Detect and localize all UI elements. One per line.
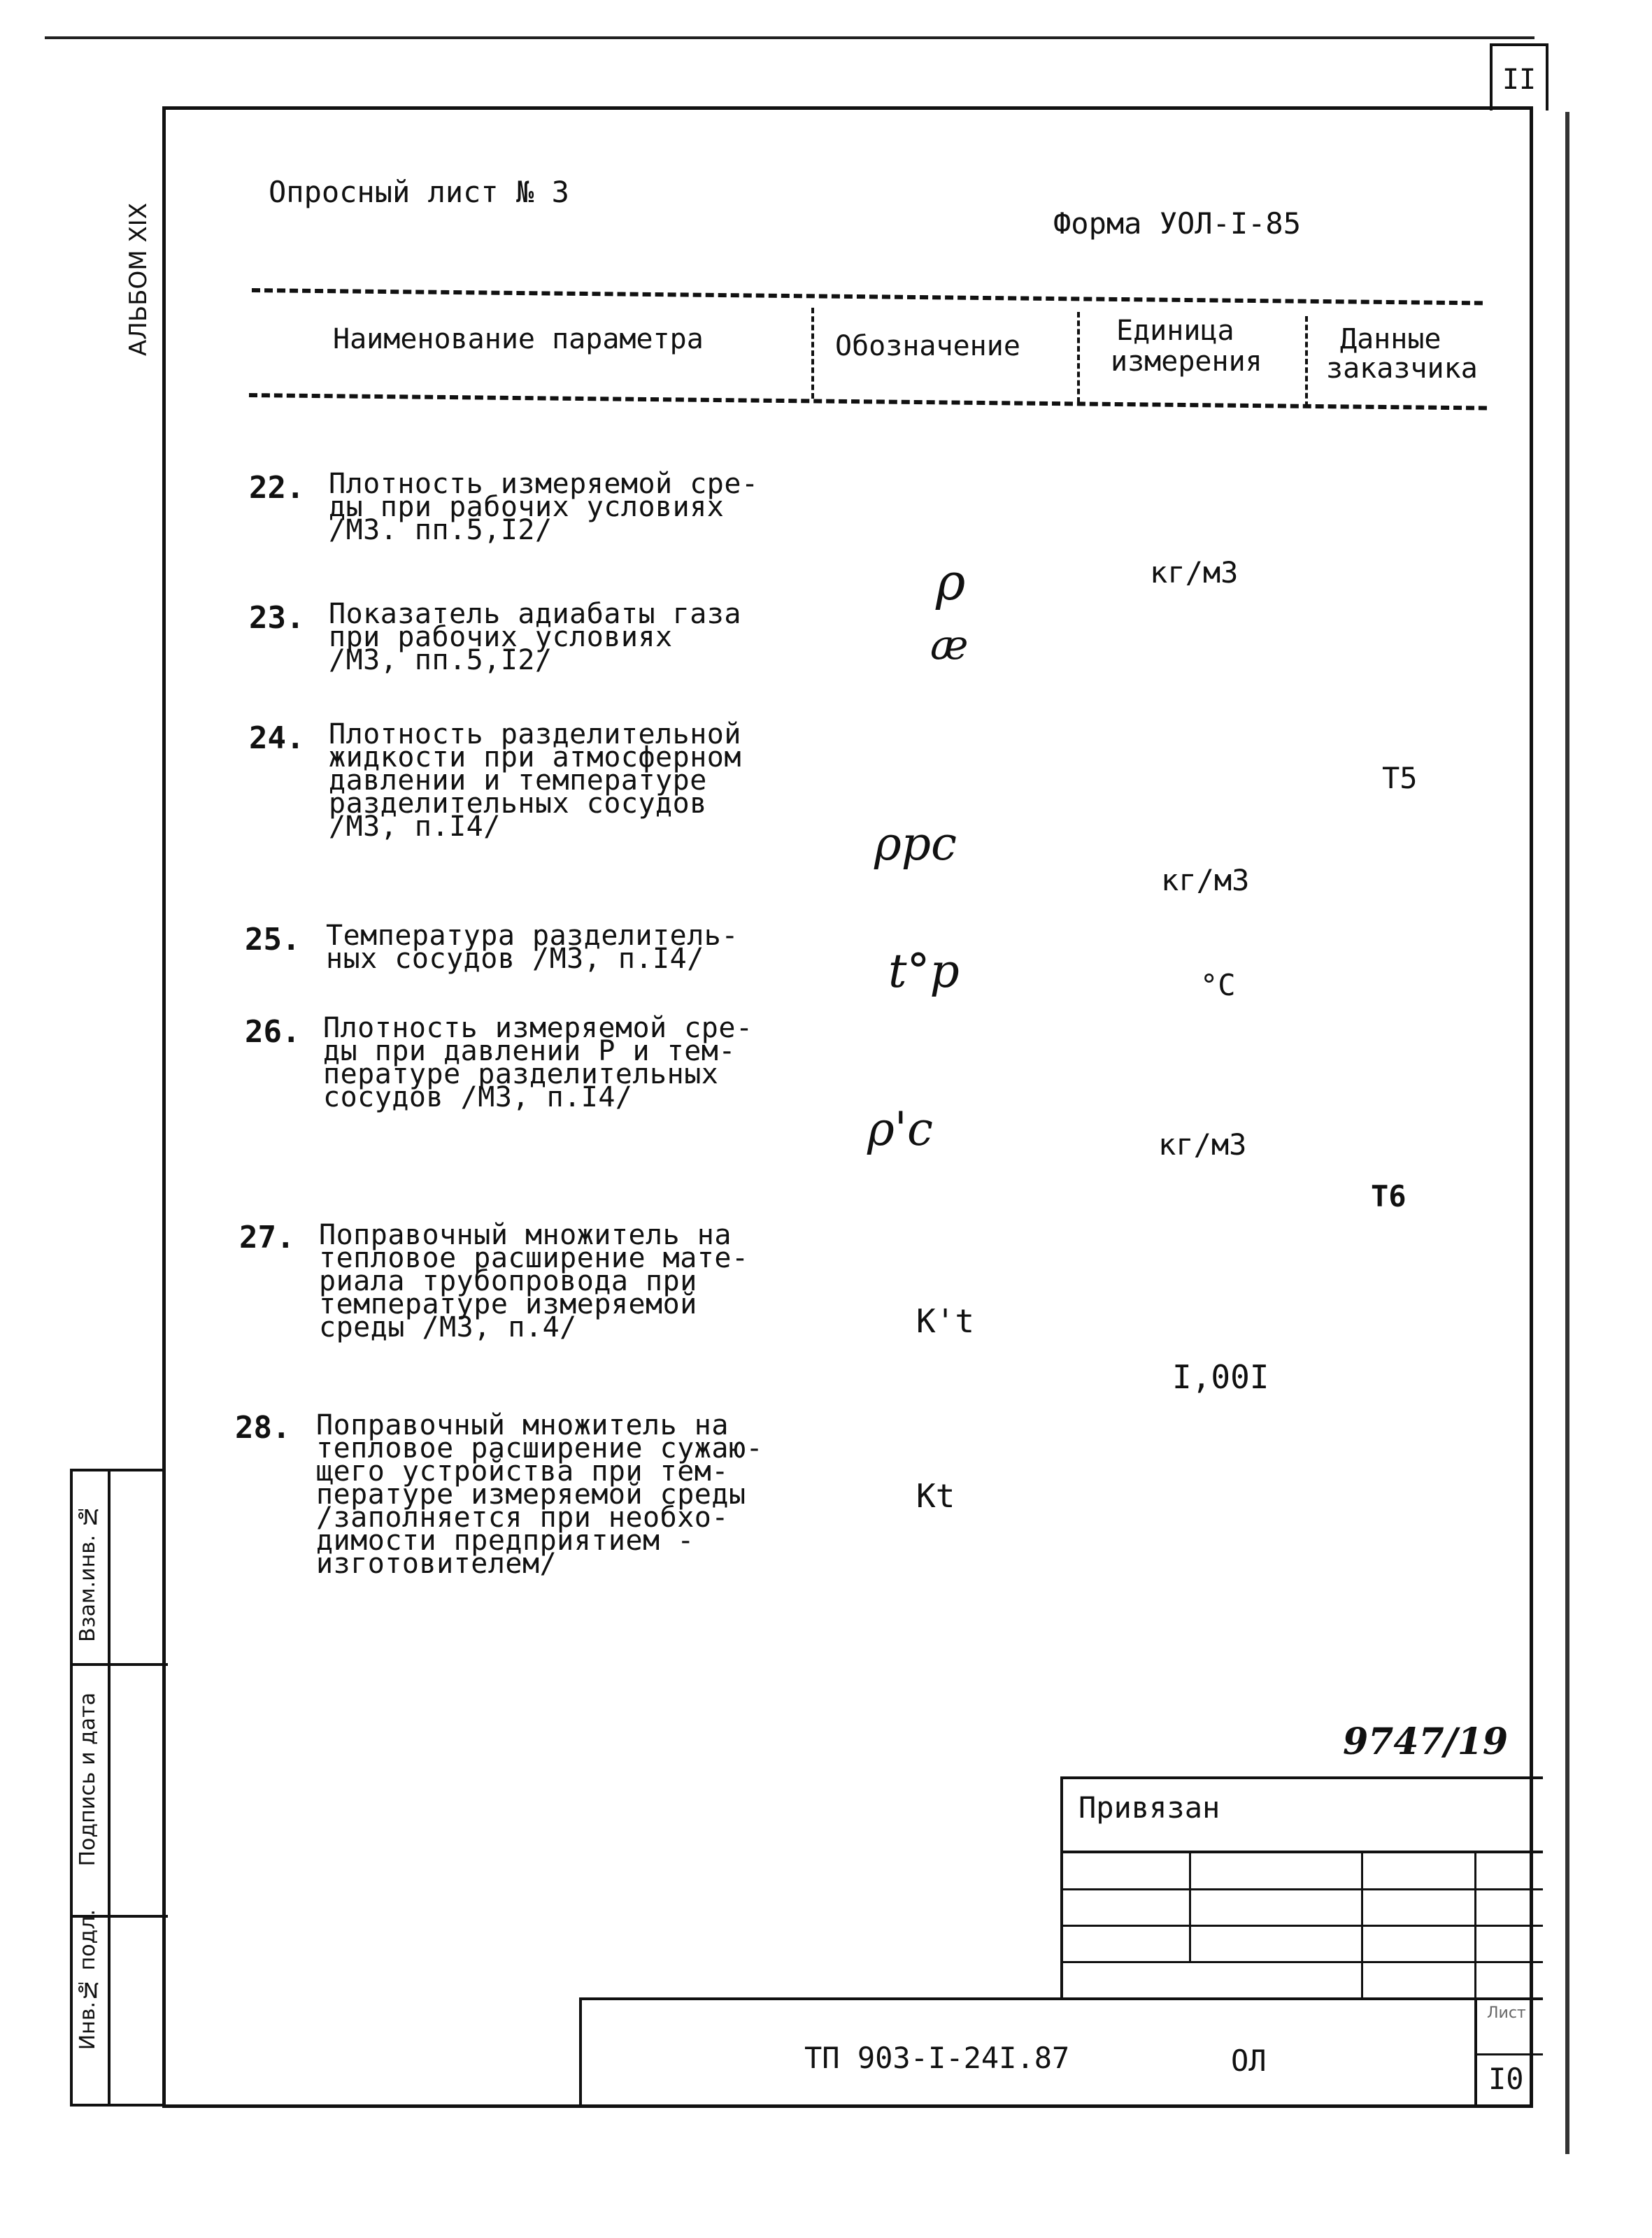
item-number: 24. <box>249 720 305 756</box>
customer-value: Т6 <box>1371 1179 1407 1213</box>
unit-value: кг/м3 <box>1158 1127 1247 1162</box>
side-label-sign-date: Подпись и дата <box>76 1692 100 1867</box>
item-number: 23. <box>249 600 305 636</box>
item-number: 22. <box>249 470 305 506</box>
symbol-kappa: æ <box>930 621 969 669</box>
header-separator <box>1077 312 1080 403</box>
symbol-kt: Kt <box>916 1477 955 1515</box>
grid-line <box>1189 1851 1191 1962</box>
item-number: 26. <box>245 1014 301 1050</box>
symbol-rho-c: ρ'с <box>867 1102 933 1156</box>
item-text: Плотность измеряемой сре- ды при рабочих условиях /МЗ. пп.5,I2/ <box>329 468 759 546</box>
item-text: Поправочный множитель на тепловое расширение сужаю- щего устройства при тем- пературе измеряемой среды /заполняется при необхо- димости предприятием - изготовителем/ <box>316 1409 764 1580</box>
side-label-inv-replace: Взам.инв. № <box>76 1504 100 1642</box>
item-text: Показатель адиабаты газа при рабочих условиях /МЗ, пп.5,I2/ <box>329 598 741 676</box>
item-text: Плотность измеряемой сре- ды при давлении Р и тем- пературе разделительных сосудов /МЗ, п.I4/ <box>323 1012 753 1113</box>
header-separator <box>811 308 814 399</box>
unit-value: кг/м3 <box>1161 863 1250 897</box>
col-header-unit-2: измерения <box>1111 345 1262 378</box>
bound-label: Привязан <box>1078 1790 1220 1825</box>
side-label-inv-sub: Инв.№ подл. <box>76 1909 100 2051</box>
col-header-customer: Данные <box>1340 323 1441 355</box>
album-label: АЛЬБОМ XIX <box>124 203 152 356</box>
form-code: Форма УОЛ-I-85 <box>1053 206 1302 241</box>
grid-line <box>1060 1925 1543 1927</box>
archive-number: 9747/19 <box>1343 1720 1509 1763</box>
col-header-unit: Единица <box>1116 315 1234 347</box>
header-separator <box>1305 316 1308 407</box>
item-number: 27. <box>239 1220 295 1255</box>
right-margin-line <box>1565 112 1569 2154</box>
unit-value: I,00I <box>1172 1358 1269 1396</box>
item-number: 28. <box>235 1410 291 1446</box>
sheet-number: I0 <box>1488 2062 1524 2096</box>
item-text: Поправочный множитель на тепловое расширение мате- риала трубопровода при температуре измеряемой среды /МЗ, п.4/ <box>319 1219 749 1343</box>
symbol-t-p: t°р <box>888 944 960 998</box>
symbol-kt-prime: K't <box>916 1302 975 1340</box>
item-number: 25. <box>245 922 301 957</box>
grid-line <box>1060 1961 1543 1963</box>
document-code: ТП 903-I-24I.87 <box>804 2041 1070 2075</box>
sheet-code: ОЛ <box>1231 2044 1267 2078</box>
grid-line <box>1474 2053 1543 2055</box>
top-rule <box>45 36 1534 39</box>
col-header-designation: Обозначение <box>835 330 1020 362</box>
sheet-label: Лист <box>1487 2004 1526 2022</box>
grid-line <box>1474 1851 1476 2000</box>
grid-line <box>1361 1851 1363 2000</box>
grid-line <box>1060 1888 1543 1890</box>
unit-value: кг/м3 <box>1150 555 1239 590</box>
customer-value: Т5 <box>1382 761 1418 795</box>
symbol-rho: ρ <box>936 553 966 611</box>
item-text: Плотность разделительной жидкости при атмосферном давлении и температуре разделительных сосудов /МЗ, п.I4/ <box>329 718 741 843</box>
col-header-name: Наименование параметра <box>333 323 704 355</box>
sheet-title: Опросный лист № 3 <box>269 175 569 209</box>
unit-value: °C <box>1200 968 1236 1002</box>
col-header-customer-2: заказчика <box>1326 352 1478 385</box>
symbol-rho-pc: ρрс <box>874 817 957 871</box>
page-number: II <box>1490 43 1548 111</box>
item-text: Температура разделитель- ных сосудов /МЗ, п.I4/ <box>326 920 739 975</box>
